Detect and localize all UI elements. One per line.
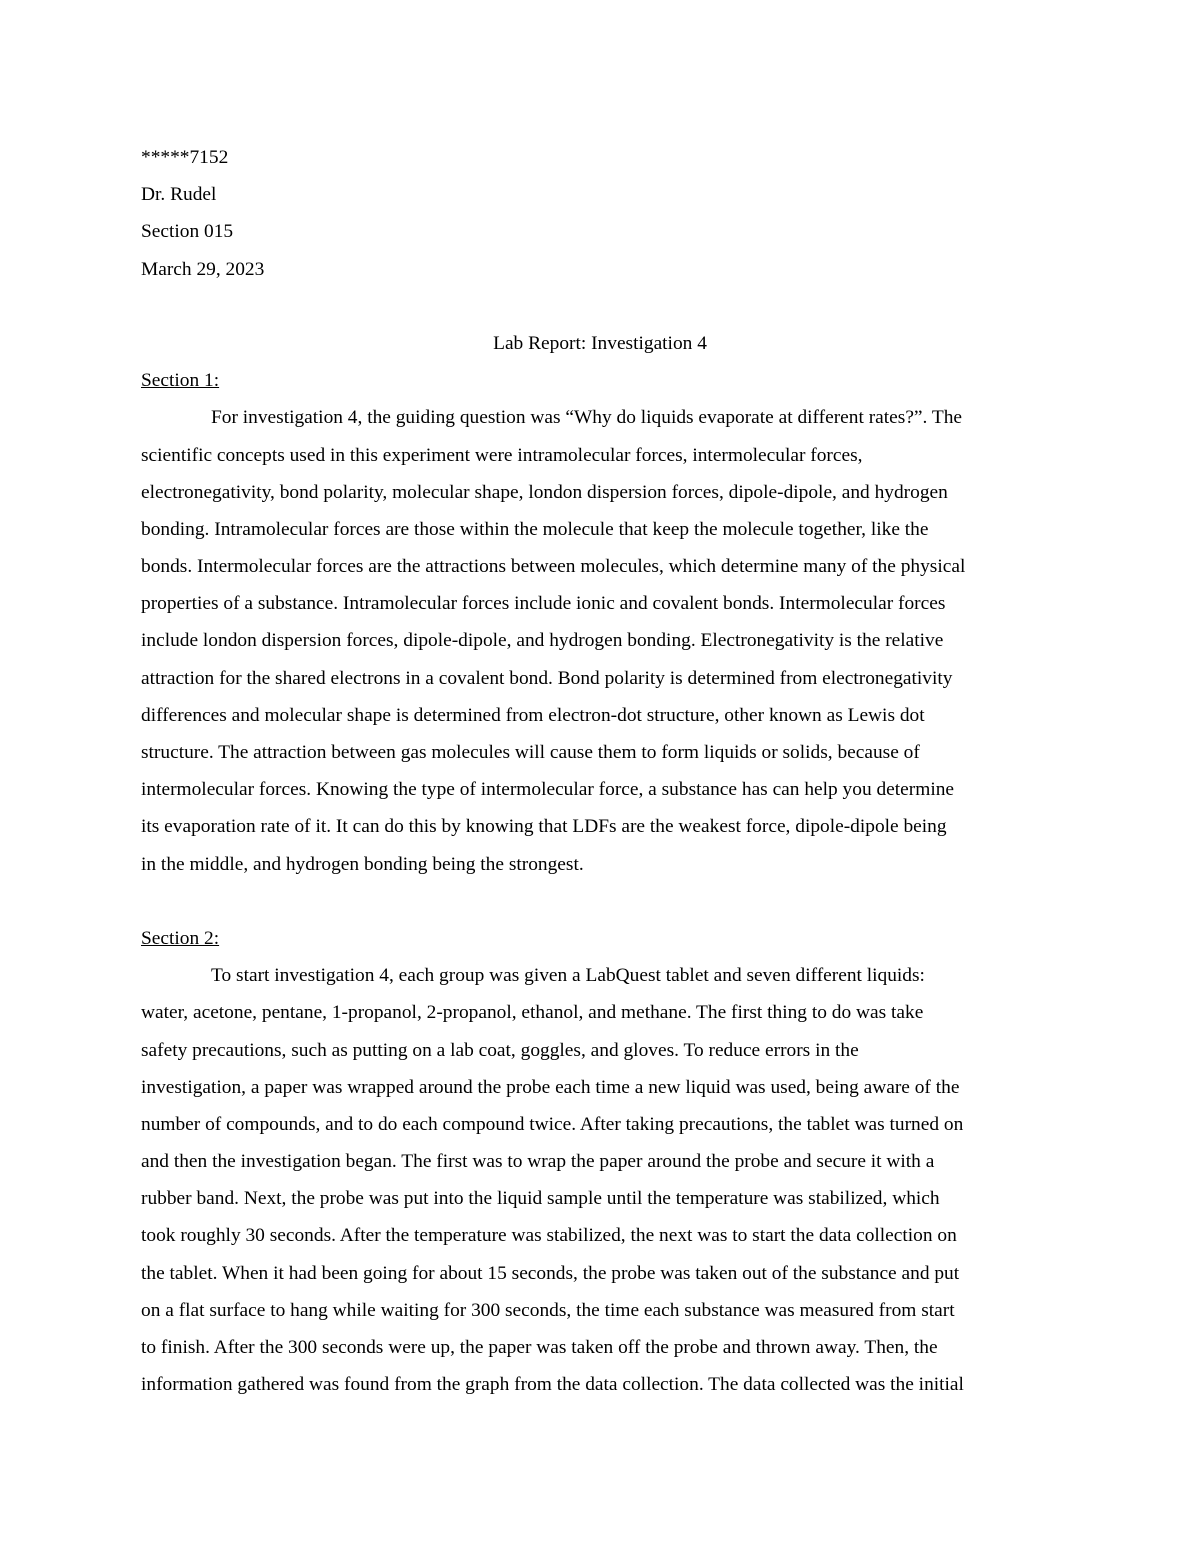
paragraph-line: electronegativity, bond polarity, molecular shape, london dispersion forces, dipole-dipole, and hydrogen <box>141 481 948 503</box>
document-body <box>141 139 1059 1403</box>
section-1-heading-text: Section 1: <box>141 370 220 392</box>
paragraph-line: rubber band. Next, the probe was put into the liquid sample until the temperature was stabilized, which <box>141 1188 940 1210</box>
report-date: March 29, 2023 <box>141 258 265 280</box>
paragraph-line: intermolecular forces. Knowing the type of intermolecular force, a substance has can help you determine <box>141 779 955 801</box>
paragraph-line: the tablet. When it had been going for about 15 seconds, the probe was taken out of the substance and put <box>141 1262 960 1284</box>
report-title: Lab Report: Investigation 4 <box>493 332 707 354</box>
section-2-heading <box>141 920 1059 957</box>
paragraph-line: include london dispersion forces, dipole-dipole, and hydrogen bonding. Electronegativity is the relative <box>141 630 944 652</box>
paragraph-line: bonds. Intermolecular forces are the attractions between molecules, which determine many of the physical <box>141 556 966 578</box>
paragraph-line: and then the investigation began. The first was to wrap the paper around the probe and secure it with a <box>141 1151 935 1173</box>
paragraph-line: took roughly 30 seconds. After the temperature was stabilized, the next was to start the data collection on <box>141 1225 957 1247</box>
student-id: *****7152 <box>141 147 229 168</box>
paragraph-line: water, acetone, pentane, 1-propanol, 2-propanol, ethanol, and methane. The first thing to do was take <box>141 1002 924 1024</box>
spacer <box>141 288 1059 325</box>
paragraph-line: structure. The attraction between gas molecules will cause them to form liquids or solids, because of <box>141 742 920 763</box>
paragraph-line: safety precautions, such as putting on a lab coat, goggles, and gloves. To reduce errors in the <box>141 1039 859 1061</box>
paragraph-line: differences and molecular shape is determined from electron-dot structure, other known as Lewis dot <box>141 704 925 726</box>
paragraph-line: bonding. Intramolecular forces are those within the molecule that keep the molecule together, like the <box>141 518 929 540</box>
paragraph-line: its evaporation rate of it. It can do this by knowing that LDFs are the weakest force, dipole-dipole being <box>141 816 947 838</box>
paragraph-line: properties of a substance. Intramolecular forces include ionic and covalent bonds. Intermolecular forces <box>141 593 946 615</box>
section-1-paragraph <box>141 399 1059 882</box>
paragraph-line: information gathered was found from the graph from the data collection. The data collected was the initial <box>141 1374 964 1396</box>
paragraph-line: scientific concepts used in this experiment were intramolecular forces, intermolecular forces, <box>141 444 863 466</box>
paragraph-line: number of compounds, and to do each compound twice. After taking precautions, the tablet was turned on <box>141 1113 964 1135</box>
paragraph-line: investigation, a paper was wrapped around the probe each time a new liquid was used, being aware of the <box>141 1076 960 1098</box>
section-2-heading-text: Section 2: <box>141 927 220 949</box>
section-1-heading <box>141 362 1059 399</box>
paragraph-line: on a flat surface to hang while waiting for 300 seconds, the time each substance was measured from start <box>141 1299 955 1321</box>
paragraph-line: For investigation 4, the guiding question was “Why do liquids evaporate at different rates?”. The <box>211 407 963 429</box>
paragraph-line: to finish. After the 300 seconds were up, the paper was taken off the probe and thrown away. Then, the <box>141 1337 938 1358</box>
paragraph-line: To start investigation 4, each group was given a LabQuest tablet and seven different liquids: <box>211 965 925 987</box>
section-2-paragraph <box>141 957 1059 1403</box>
paragraph-line: in the middle, and hydrogen bonding being the strongest. <box>141 853 584 875</box>
class-section: Section 015 <box>141 221 234 243</box>
paragraph-line: attraction for the shared electrons in a covalent bond. Bond polarity is determined from electronegativity <box>141 667 953 689</box>
instructor-name: Dr. Rudel <box>141 184 217 206</box>
spacer <box>141 883 1059 920</box>
